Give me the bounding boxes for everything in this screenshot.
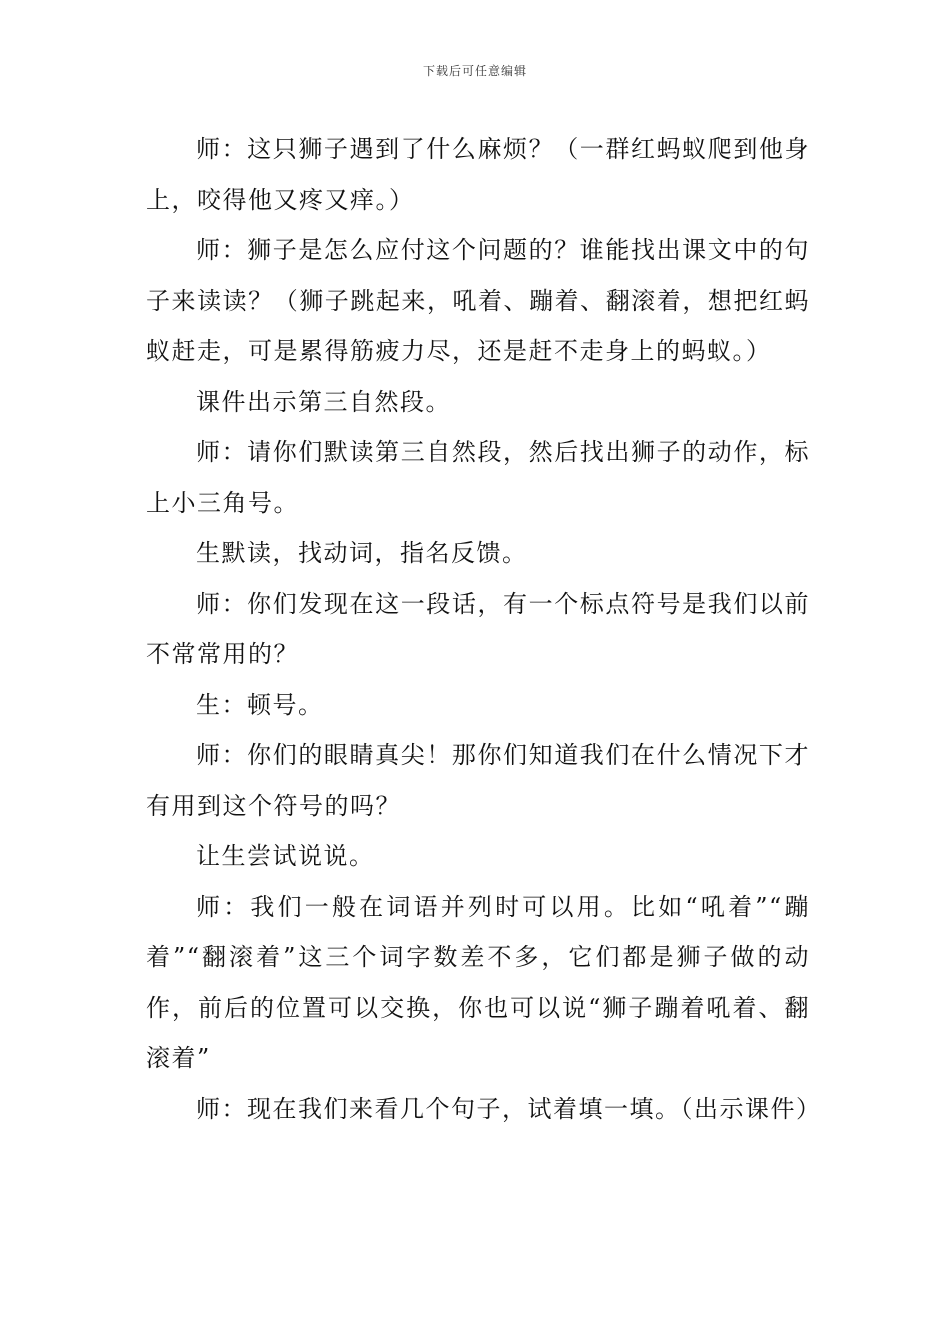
paragraph-question-trouble: 师：这只狮子遇到了什么麻烦？（一群红蚂蚁爬到他身上，咬得他又疼又痒。） — [146, 135, 810, 214]
paragraph-show-section: 课件出示第三自然段。 — [196, 387, 451, 416]
paragraph-explanation: 师：我们一般在词语并列时可以用。比如“吼着”“蹦着”“翻滚着”这三个词字数差不多，它们都是狮子做的动作，前后的位置可以交换，你也可以说“狮子蹦着吼着、翻滚着” — [146, 892, 810, 1072]
page-header: 下载后可任意编辑 — [422, 64, 527, 78]
paragraph-student-try: 让生尝试说说。 — [196, 842, 375, 870]
paragraph-fill-in: 师：现在我们来看几个句子，试着填一填。（出示课件） — [196, 1094, 822, 1123]
paragraph-teacher-praise: 师：你们的眼睛真尖！那你们知道我们在什么情况下才有用到这个符号的吗？ — [146, 741, 810, 820]
document-body — [146, 124, 822, 1134]
paragraph-student-feedback: 生默读，找动词，指名反馈。 — [196, 539, 528, 567]
paragraph-punctuation-question: 师：你们发现在这一段话，有一个标点符号是我们以前不常常用的？ — [146, 589, 810, 668]
paragraph-question-response: 师：狮子是怎么应付这个问题的？谁能找出课文中的句子来读读？（狮子跳起来，吼着、蹦着、翻滚着，想把红蚂蚁赶走，可是累得筋疲力尽，还是赶不走身上的蚂蚁。） — [146, 236, 810, 365]
paragraph-student-answer: 生：顿号。 — [196, 690, 324, 719]
paragraph-silent-reading: 师：请你们默读第三自然段，然后找出狮子的动作，标上小三角号。 — [146, 438, 810, 517]
